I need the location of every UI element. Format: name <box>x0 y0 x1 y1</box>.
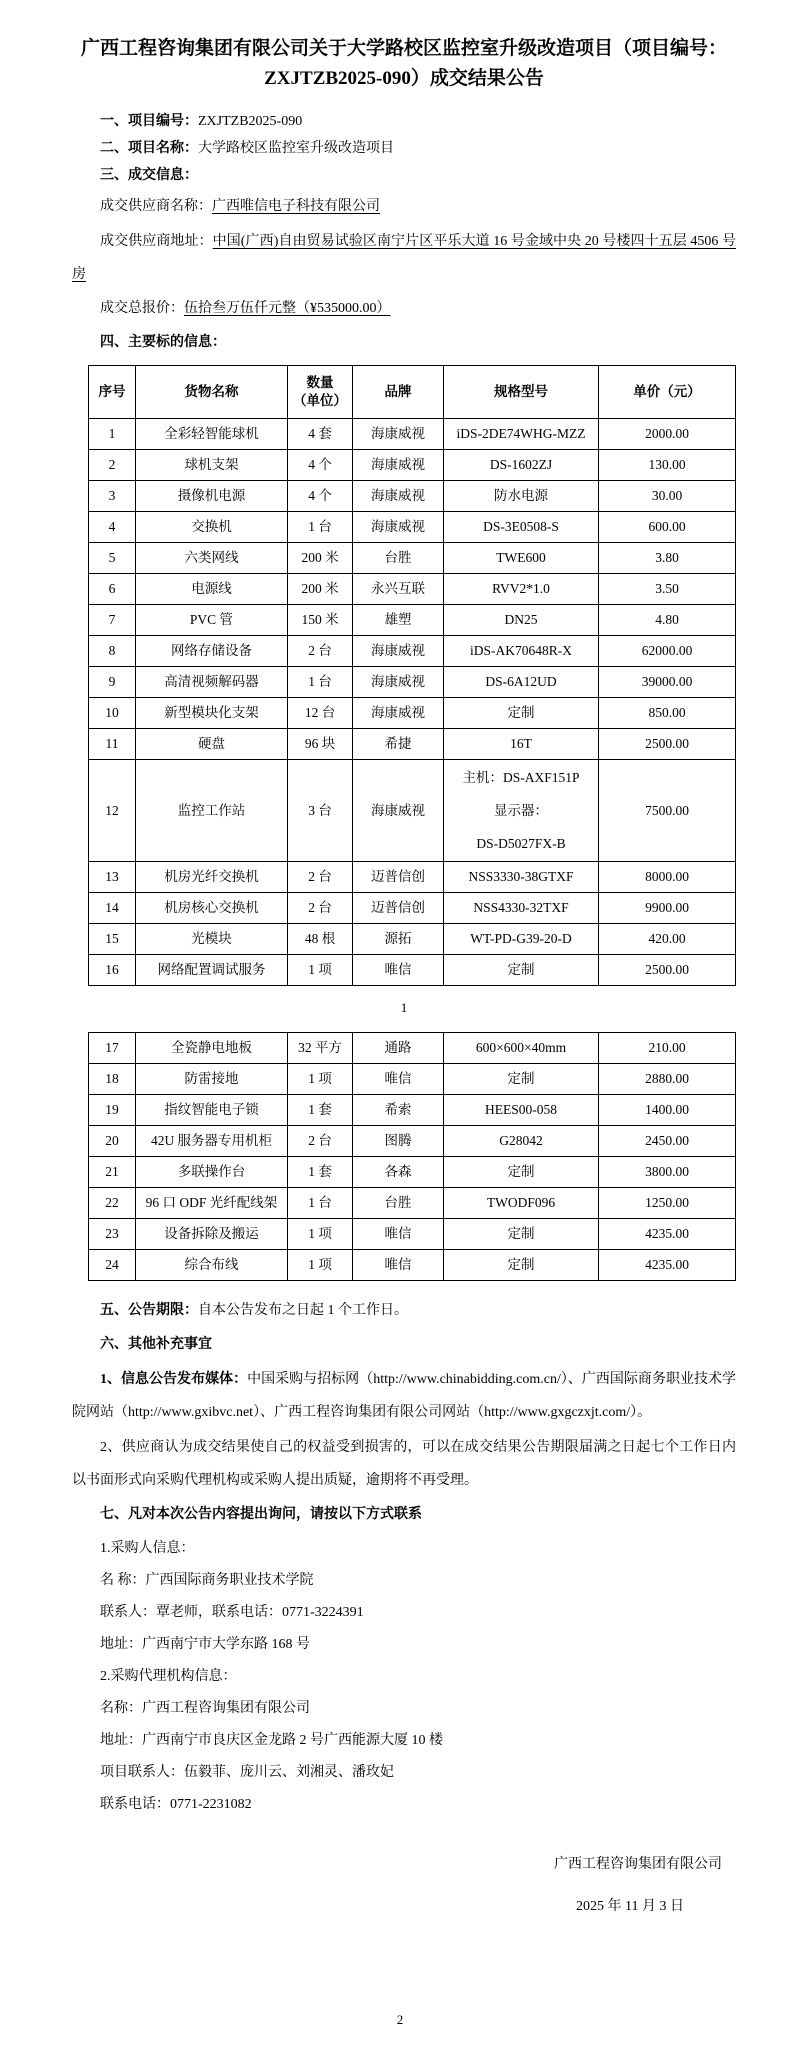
table-cell: 源拓 <box>353 924 444 955</box>
table-cell: 网络存储设备 <box>136 636 288 667</box>
table-cell: 4 个 <box>288 481 353 512</box>
table-cell: 12 <box>89 760 136 862</box>
table-cell: 定制 <box>444 1064 599 1095</box>
table-row <box>89 729 736 760</box>
table-cell: 2500.00 <box>599 955 736 986</box>
table-cell: 4.80 <box>599 605 736 636</box>
header-qty: 数量 （单位） <box>288 366 353 419</box>
table-cell: HEES00-058 <box>444 1095 599 1126</box>
table-cell: 3 <box>89 481 136 512</box>
table-cell: 机房核心交换机 <box>136 893 288 924</box>
table-cell: 电源线 <box>136 574 288 605</box>
header-name: 货物名称 <box>136 366 288 419</box>
goods-table-page1 <box>88 365 736 986</box>
objection-line: 2、供应商认为成交结果使自己的权益受到损害的，可以在成交结果公告期限届满之日起七个工作日内以书面形式向采购代理机构或采购人提出质疑，逾期将不再受理。 <box>72 1440 736 1488</box>
table-cell: 30.00 <box>599 481 736 512</box>
table-cell: 1 <box>89 419 136 450</box>
table-cell: WT-PD-G39-20-D <box>444 924 599 955</box>
table-cell: 16 <box>89 955 136 986</box>
table-cell: 希索 <box>353 1095 444 1126</box>
table-cell: 9 <box>89 667 136 698</box>
table-cell: 雄塑 <box>353 605 444 636</box>
table-cell: 希捷 <box>353 729 444 760</box>
notice-period-label: 五、公告期限： <box>100 1303 198 1318</box>
table-cell: 48 根 <box>288 924 353 955</box>
table-cell: DS-1602ZJ <box>444 450 599 481</box>
table-row <box>89 1126 736 1157</box>
table-cell: 定制 <box>444 1219 599 1250</box>
table-cell: 球机支架 <box>136 450 288 481</box>
total-price-label: 成交总报价： <box>100 301 184 316</box>
project-name-value: 大学路校区监控室升级改造项目 <box>198 141 394 156</box>
table-cell: 摄像机电源 <box>136 481 288 512</box>
table-row <box>89 1219 736 1250</box>
table-row <box>89 450 736 481</box>
table-cell: 1 项 <box>288 1219 353 1250</box>
table-row <box>89 1250 736 1281</box>
table-cell: 机房光纤交换机 <box>136 862 288 893</box>
buyer-info-heading: 1.采购人信息： <box>100 1541 195 1556</box>
table-cell: 唯信 <box>353 955 444 986</box>
table-cell: 海康威视 <box>353 512 444 543</box>
table-cell: 定制 <box>444 698 599 729</box>
table-cell: 8 <box>89 636 136 667</box>
table-cell: 迈普信创 <box>353 893 444 924</box>
table-cell: 2450.00 <box>599 1126 736 1157</box>
table-cell: 200 米 <box>288 574 353 605</box>
table-row <box>89 698 736 729</box>
table-cell: 20 <box>89 1126 136 1157</box>
table-row <box>89 605 736 636</box>
agent-info-heading: 2.采购代理机构信息： <box>100 1669 237 1684</box>
table-cell: G28042 <box>444 1126 599 1157</box>
signature-date: 2025 年 11 月 3 日 <box>576 1899 684 1914</box>
table-row <box>89 1033 736 1064</box>
table-cell: 2 台 <box>288 636 353 667</box>
table-row <box>89 419 736 450</box>
table-cell: 2880.00 <box>599 1064 736 1095</box>
total-price-value: 伍拾叁万伍仟元整（¥535000.00） <box>184 301 391 316</box>
signature-block <box>72 1855 736 1917</box>
table-cell: 定制 <box>444 1250 599 1281</box>
table-cell: NSS3330-38GTXF <box>444 862 599 893</box>
header-no: 序号 <box>89 366 136 419</box>
table-cell: 2 台 <box>288 862 353 893</box>
table-row <box>89 574 736 605</box>
table-cell: 高清视频解码器 <box>136 667 288 698</box>
table-cell: 4 套 <box>288 419 353 450</box>
buyer-contact-line: 联系人：覃老师，联系电话：0771-3224391 <box>100 1605 364 1620</box>
supplier-name-value: 广西唯信电子科技有限公司 <box>212 199 380 214</box>
table-cell: NSS4330-32TXF <box>444 893 599 924</box>
table-cell: DN25 <box>444 605 599 636</box>
table-cell: 21 <box>89 1157 136 1188</box>
header-brand: 品牌 <box>353 366 444 419</box>
table-cell: 全彩轻智能球机 <box>136 419 288 450</box>
table-cell: 2 台 <box>288 1126 353 1157</box>
table-cell: 8000.00 <box>599 862 736 893</box>
table-cell: 唯信 <box>353 1064 444 1095</box>
table-cell: 96 口 ODF 光纤配线架 <box>136 1188 288 1219</box>
table-cell: 防雷接地 <box>136 1064 288 1095</box>
table-cell: 1400.00 <box>599 1095 736 1126</box>
table-cell: 全瓷静电地板 <box>136 1033 288 1064</box>
deal-info-heading: 三、成交信息： <box>100 168 198 183</box>
table-cell: 4 个 <box>288 450 353 481</box>
table-cell: 22 <box>89 1188 136 1219</box>
table-cell: 1 台 <box>288 1188 353 1219</box>
table-row <box>89 667 736 698</box>
table-cell: 150 米 <box>288 605 353 636</box>
table-cell: 3.50 <box>599 574 736 605</box>
table-cell: 新型模块化支架 <box>136 698 288 729</box>
supplier-address-line <box>72 225 736 291</box>
table-cell: 24 <box>89 1250 136 1281</box>
project-name-label: 二、项目名称： <box>100 141 198 156</box>
table-cell: 1 套 <box>288 1095 353 1126</box>
table-cell: 1 项 <box>288 1064 353 1095</box>
table-cell: 综合布线 <box>136 1250 288 1281</box>
goods-table-page2 <box>88 1032 736 1281</box>
table-cell: 17 <box>89 1033 136 1064</box>
table-cell: 设备拆除及搬运 <box>136 1219 288 1250</box>
table-cell: 海康威视 <box>353 667 444 698</box>
table-row <box>89 481 736 512</box>
table-cell: 62000.00 <box>599 636 736 667</box>
table-cell: 监控工作站 <box>136 760 288 862</box>
table-cell: 光模块 <box>136 924 288 955</box>
media-label: 1、信息公告发布媒体： <box>100 1372 248 1387</box>
other-matters-heading: 六、其他补充事宜 <box>100 1337 212 1352</box>
table-row <box>89 512 736 543</box>
table-cell: 海康威视 <box>353 636 444 667</box>
table-cell: 永兴互联 <box>353 574 444 605</box>
table-cell: 六类网线 <box>136 543 288 574</box>
table-cell: 7500.00 <box>599 760 736 862</box>
table-row <box>89 1157 736 1188</box>
table-cell: 海康威视 <box>353 760 444 862</box>
table-cell: 3 台 <box>288 760 353 862</box>
page-title: 广西工程咨询集团有限公司关于大学路校区监控室升级改造项目（项目编号：ZXJTZB2025-090）成交结果公告 <box>80 38 727 89</box>
notice-period-line <box>72 1295 736 1327</box>
table-cell: 台胜 <box>353 1188 444 1219</box>
table-cell: 10 <box>89 698 136 729</box>
table-cell: 12 台 <box>288 698 353 729</box>
table-cell: 定制 <box>444 1157 599 1188</box>
table-cell: 1 项 <box>288 1250 353 1281</box>
project-number-value: ZXJTZB2025-090 <box>198 114 303 129</box>
table-cell: 5 <box>89 543 136 574</box>
table-cell: 18 <box>89 1064 136 1095</box>
table-cell: 15 <box>89 924 136 955</box>
table-row <box>89 862 736 893</box>
table-cell: DS-3E0508-S <box>444 512 599 543</box>
table-cell: 台胜 <box>353 543 444 574</box>
table-row <box>89 543 736 574</box>
table-cell: 唯信 <box>353 1250 444 1281</box>
table-cell: 210.00 <box>599 1033 736 1064</box>
table-cell: 96 块 <box>288 729 353 760</box>
header-model: 规格型号 <box>444 366 599 419</box>
table-cell: iDS-AK70648R-X <box>444 636 599 667</box>
table-cell: TWODF096 <box>444 1188 599 1219</box>
supplier-address-value: 中国(广西)自由贸易试验区南宁片区平乐大道 16 号金域中央 20 号楼四十五层 4506 号房 <box>72 234 736 282</box>
table-cell: 850.00 <box>599 698 736 729</box>
table-cell: 7 <box>89 605 136 636</box>
table-cell: 130.00 <box>599 450 736 481</box>
table-cell: 200 米 <box>288 543 353 574</box>
table-row <box>89 760 736 862</box>
table-cell: 2500.00 <box>599 729 736 760</box>
table-cell: 16T <box>444 729 599 760</box>
table-cell: 4235.00 <box>599 1250 736 1281</box>
notice-period-value: 自本公告发布之日起 1 个工作日。 <box>198 1303 408 1318</box>
table-cell: 11 <box>89 729 136 760</box>
table-cell: 13 <box>89 862 136 893</box>
table-cell: 1 套 <box>288 1157 353 1188</box>
table-cell: 网络配置调试服务 <box>136 955 288 986</box>
table-cell: 海康威视 <box>353 698 444 729</box>
table-cell: 硬盘 <box>136 729 288 760</box>
table-row <box>89 1095 736 1126</box>
table-row <box>89 955 736 986</box>
table-cell: 2 台 <box>288 893 353 924</box>
table-cell: 42U 服务器专用机柜 <box>136 1126 288 1157</box>
subject-info-heading: 四、主要标的信息： <box>100 335 226 350</box>
table-cell: RVV2*1.0 <box>444 574 599 605</box>
table-cell: iDS-2DE74WHG-MZZ <box>444 419 599 450</box>
goods-table-header-row <box>89 366 736 419</box>
table-cell: 唯信 <box>353 1219 444 1250</box>
table-row <box>89 924 736 955</box>
table-cell: 4235.00 <box>599 1219 736 1250</box>
table-cell: 1 项 <box>288 955 353 986</box>
table-cell: 6 <box>89 574 136 605</box>
table-cell: 防水电源 <box>444 481 599 512</box>
supplier-name-label: 成交供应商名称： <box>100 199 212 214</box>
table-cell: 600×600×40mm <box>444 1033 599 1064</box>
table-cell: 1 台 <box>288 512 353 543</box>
table-cell: 3.80 <box>599 543 736 574</box>
signature-org: 广西工程咨询集团有限公司 <box>554 1857 722 1872</box>
table-row <box>89 1188 736 1219</box>
buyer-address-line: 地址：广西南宁市大学东路 168 号 <box>100 1637 310 1652</box>
table-cell: 14 <box>89 893 136 924</box>
table-cell: 1250.00 <box>599 1188 736 1219</box>
table-cell: 4 <box>89 512 136 543</box>
table-cell: TWE600 <box>444 543 599 574</box>
contact-heading: 七、凡对本次公告内容提出询问，请按以下方式联系 <box>100 1507 422 1522</box>
table-cell: 各森 <box>353 1157 444 1188</box>
project-name-line <box>72 135 736 162</box>
project-number-line <box>72 108 736 135</box>
table-cell: 39000.00 <box>599 667 736 698</box>
table-cell: 海康威视 <box>353 481 444 512</box>
header-price: 单价（元） <box>599 366 736 419</box>
table-cell: DS-6A12UD <box>444 667 599 698</box>
table-row <box>89 1064 736 1095</box>
agent-address-line: 地址：广西南宁市良庆区金龙路 2 号广西能源大厦 10 楼 <box>100 1733 443 1748</box>
table-cell: 海康威视 <box>353 419 444 450</box>
table-cell: 指纹智能电子锁 <box>136 1095 288 1126</box>
page-number-1: 1 <box>400 1000 408 1015</box>
project-number-label: 一、项目编号： <box>100 114 198 129</box>
table-cell: 3800.00 <box>599 1157 736 1188</box>
table-cell: 2 <box>89 450 136 481</box>
table-cell: 2000.00 <box>599 419 736 450</box>
table-cell: 32 平方 <box>288 1033 353 1064</box>
media-line <box>72 1363 736 1429</box>
table-cell: 9900.00 <box>599 893 736 924</box>
table-cell: 1 台 <box>288 667 353 698</box>
buyer-name-line: 名 称：广西国际商务职业技术学院 <box>100 1573 314 1588</box>
agent-name-line: 名称：广西工程咨询集团有限公司 <box>100 1701 310 1716</box>
table-cell: 交换机 <box>136 512 288 543</box>
table-cell: 600.00 <box>599 512 736 543</box>
table-cell: 定制 <box>444 955 599 986</box>
table-row <box>89 636 736 667</box>
supplier-address-label: 成交供应商地址： <box>100 234 213 249</box>
table-cell: 23 <box>89 1219 136 1250</box>
total-price-line <box>72 293 736 325</box>
table-cell: 19 <box>89 1095 136 1126</box>
table-cell: 主机：DS-AXF151P 显示器： DS-D5027FX-B <box>444 760 599 862</box>
table-cell: 通路 <box>353 1033 444 1064</box>
table-cell: 迈普信创 <box>353 862 444 893</box>
agent-phone-line: 联系电话：0771-2231082 <box>100 1797 252 1812</box>
table-cell: 多联操作台 <box>136 1157 288 1188</box>
media-value: 中国采购与招标网（http://www.chinabidding.com.cn/）、广西国际商务职业技术学院网站（http://www.gxibvc.net）、广西工程咨询集团有限公司网站（http://www.gxgczxjt.com/）。 <box>72 1372 736 1420</box>
agent-contacts-line: 项目联系人：伍毅菲、庞川云、刘湘灵、潘玫妃 <box>100 1765 394 1780</box>
supplier-name-line <box>72 191 736 223</box>
table-cell: 420.00 <box>599 924 736 955</box>
table-row <box>89 893 736 924</box>
table-cell: PVC 管 <box>136 605 288 636</box>
table-cell: 海康威视 <box>353 450 444 481</box>
page-number-2: 2 <box>396 2012 404 2027</box>
table-cell: 图腾 <box>353 1126 444 1157</box>
